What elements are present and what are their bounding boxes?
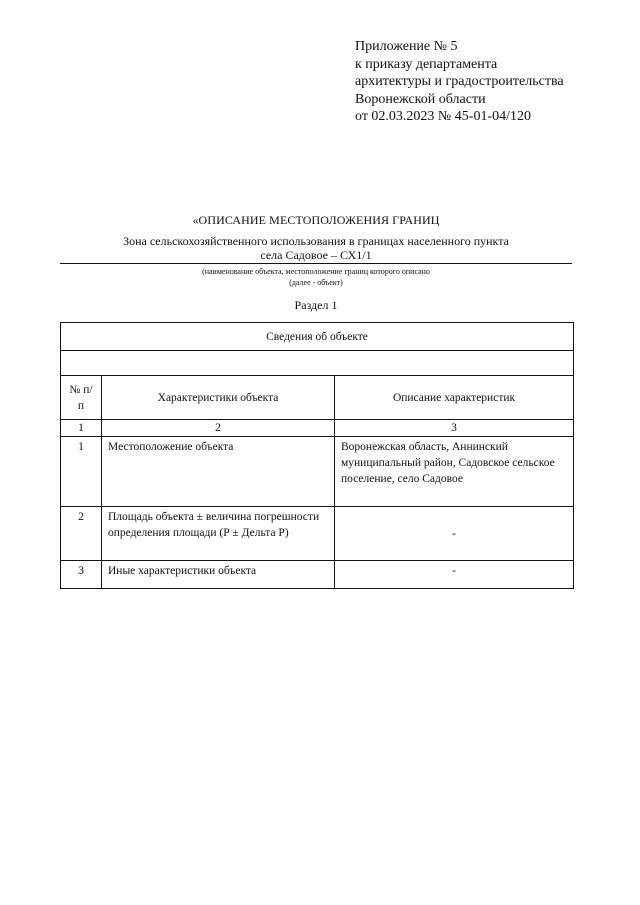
row-number: 3 <box>61 561 102 589</box>
document-title: «ОПИСАНИЕ МЕСТОПОЛОЖЕНИЯ ГРАНИЦ <box>192 213 440 227</box>
row-characteristic: Местоположение объекта <box>102 437 335 507</box>
row-characteristic: Площадь объекта ± величина погрешности определения площади (Р ± Дельта Р) <box>102 507 335 561</box>
row-description: - <box>335 507 574 561</box>
row-description: Воронежская область, Аннинский муниципальный район, Садовское сельское поселение, село Садовое <box>335 437 574 507</box>
appendix-line: от 02.03.2023 № 45-01-04/120 <box>355 109 532 124</box>
empty-cell <box>61 351 574 376</box>
header-description: Описание характеристик <box>335 376 574 420</box>
row-number: 2 <box>61 507 102 561</box>
table-title-row <box>61 323 574 351</box>
appendix-block <box>355 38 625 126</box>
section-label: Раздел 1 <box>294 298 338 312</box>
header-number: № п/п <box>61 376 102 420</box>
appendix-line: к приказу департамента <box>355 56 498 72</box>
column-number: 1 <box>61 420 102 437</box>
table-title: Сведения об объекте <box>61 323 574 351</box>
table-empty-row <box>61 351 574 376</box>
table-row <box>61 507 574 561</box>
appendix-line: архитектуры и градостроительства <box>355 74 564 89</box>
row-characteristic: Иные характеристики объекта <box>102 561 335 589</box>
row-number: 1 <box>61 437 102 507</box>
caption-line-2: (далее - объект) <box>289 278 343 287</box>
caption-line-1: (наименование объекта, местоположение границ которого описано <box>202 267 430 276</box>
header-characteristic: Характеристики объекта <box>102 376 335 420</box>
column-number: 2 <box>102 420 335 437</box>
title-block <box>60 212 572 312</box>
table-row <box>61 561 574 589</box>
appendix-line: Приложение № 5 <box>355 39 458 54</box>
table-row <box>61 437 574 507</box>
object-info-table <box>60 322 574 589</box>
column-number-row <box>61 420 574 437</box>
table-header-row <box>61 376 574 420</box>
column-number: 3 <box>335 420 574 437</box>
appendix-line: Воронежской области <box>355 91 486 107</box>
row-description: - <box>335 561 574 589</box>
zone-name-line-2: села Садовое – СХ1/1 <box>260 248 372 262</box>
name-underline <box>60 263 572 264</box>
zone-name-line-1: Зона сельскохозяйственного использования в границах населенного пункта <box>123 234 509 248</box>
